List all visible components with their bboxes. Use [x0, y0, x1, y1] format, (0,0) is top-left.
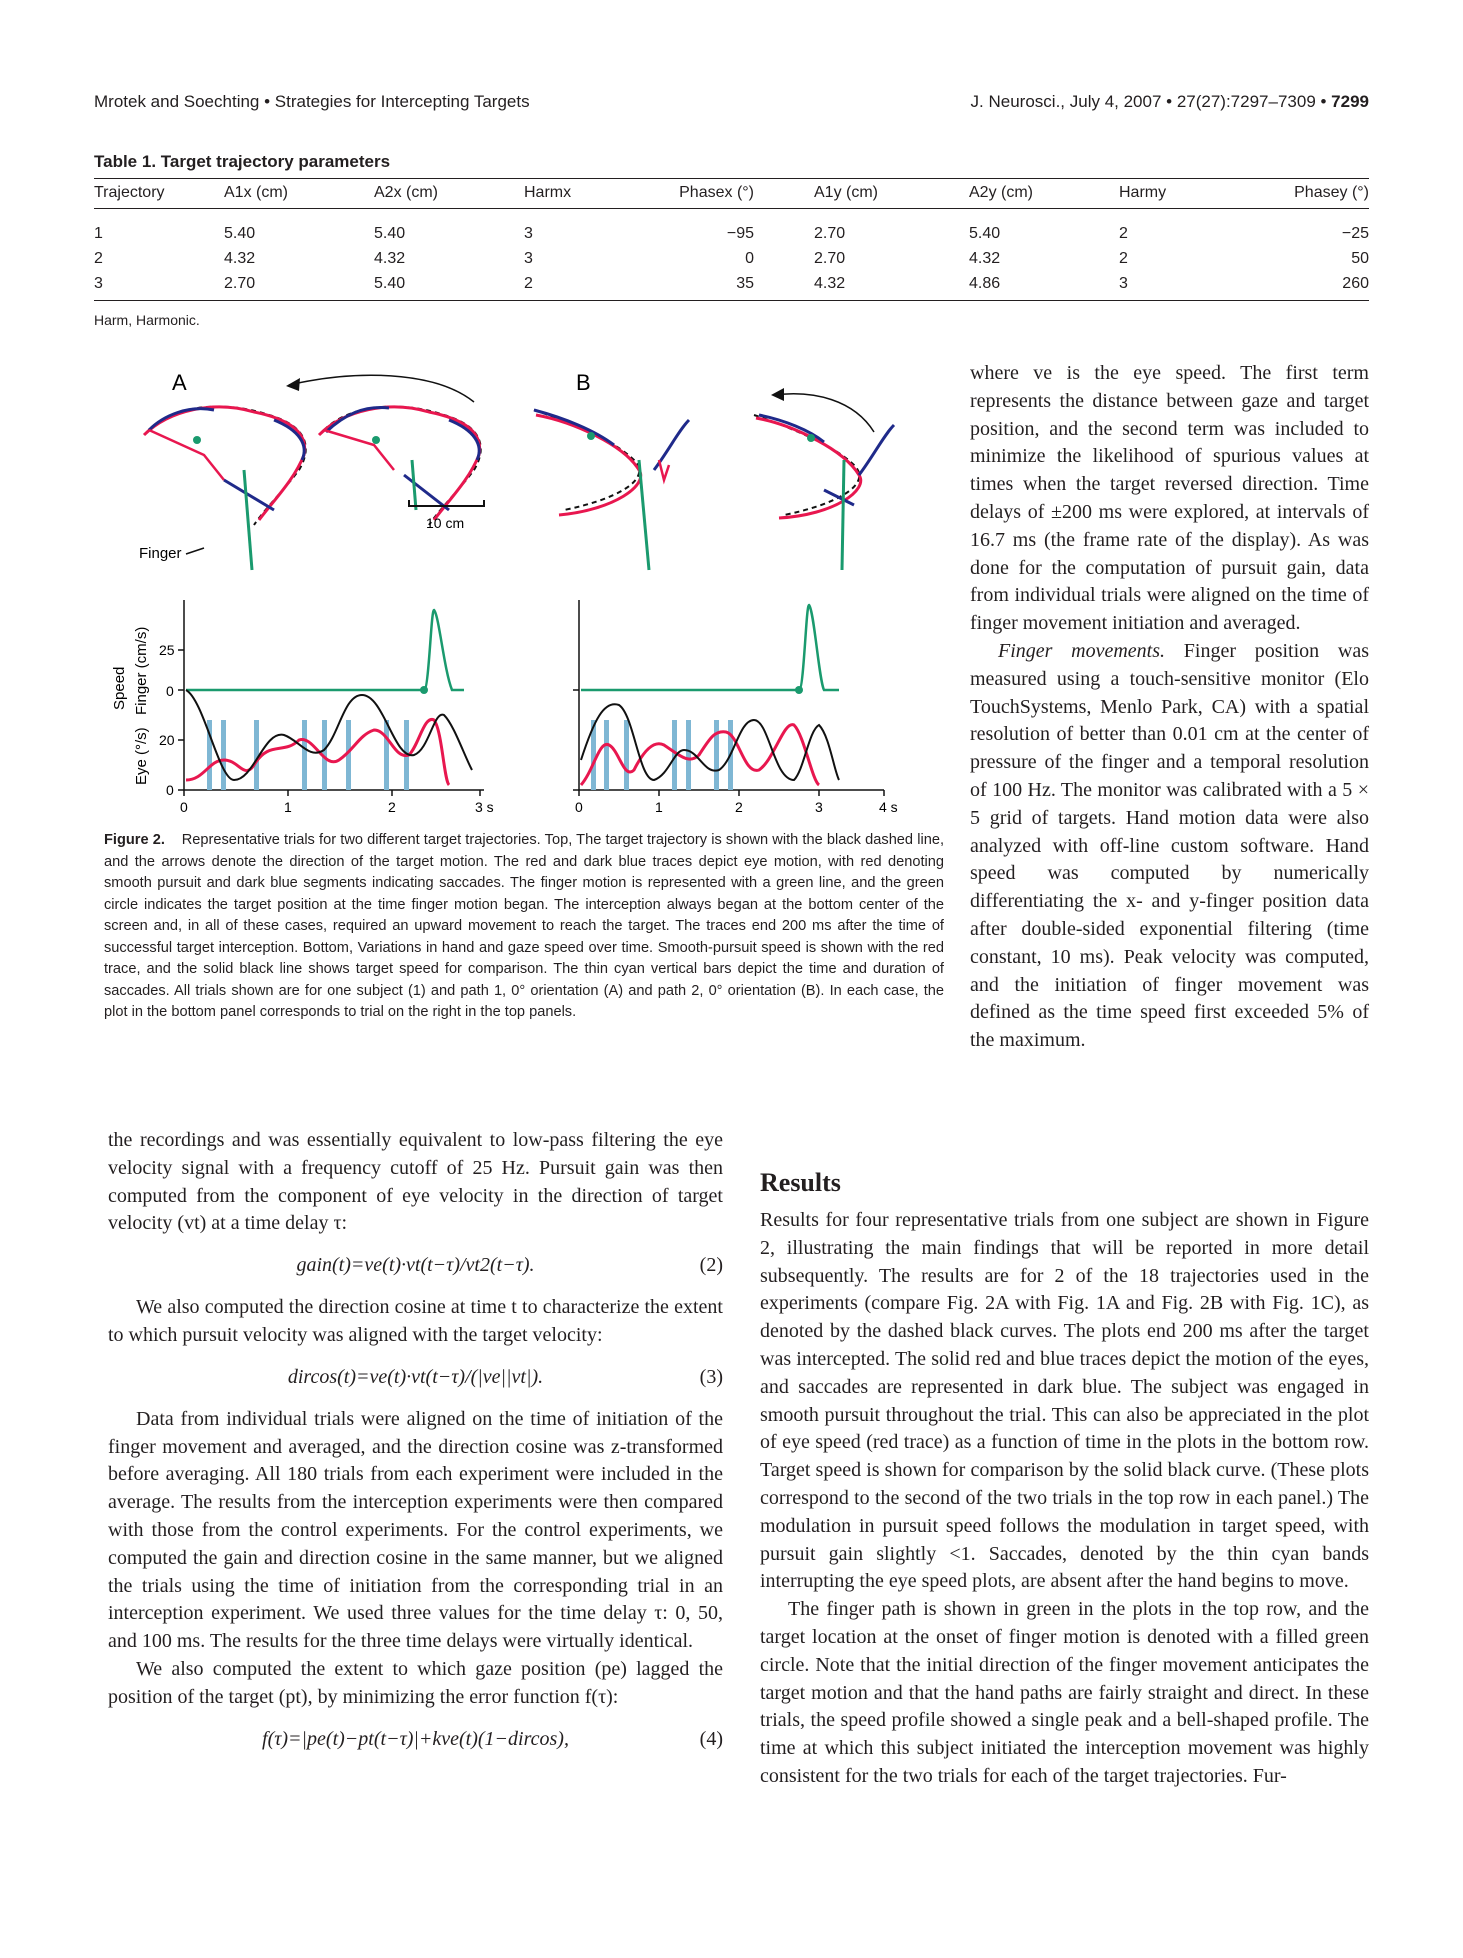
table-cell: 3 — [1119, 271, 1249, 301]
table-cell: 4.32 — [224, 249, 256, 267]
table-header: Phasey (°) — [1249, 179, 1369, 209]
ylabel-finger: Finger (cm/s) — [133, 626, 150, 715]
table-cell: 50 — [1351, 249, 1369, 267]
trajectory-a-trial-2 — [286, 375, 481, 525]
table-cell: 5.40 — [374, 271, 524, 301]
xtick-b-4: 4 s — [879, 799, 898, 815]
xtick-b-3: 3 — [815, 799, 823, 815]
table-header: Phasex (°) — [664, 179, 754, 209]
subsection-title: Finger movements. — [998, 639, 1166, 662]
equation-number: (3) — [699, 1365, 723, 1388]
table-cell: 3 — [94, 271, 224, 301]
finger-label: Finger — [139, 545, 182, 562]
xtick-a-0: 0 — [180, 799, 188, 815]
table-cell: −95 — [726, 224, 754, 242]
ytick-eye-0: 0 — [166, 782, 174, 798]
trajectory-b-trial-2 — [754, 388, 894, 570]
trajectory-b-trial-1 — [534, 410, 689, 570]
running-header-authors: Mrotek and Soechting • Strategies for Intercepting Targets — [94, 92, 530, 111]
results-column — [760, 1207, 1369, 1791]
equation-number: (2) — [699, 1254, 723, 1277]
table-cell: 4.32 — [754, 271, 969, 301]
xtick-b-0: 0 — [575, 799, 583, 815]
ytick-finger-25: 25 — [159, 642, 175, 658]
table-cell: 2 — [1119, 224, 1128, 242]
equation-body: gain(t)=ve(t)·vt(t−τ)/vt2(t−τ). — [296, 1254, 535, 1277]
table-cell: 4.86 — [969, 271, 1119, 301]
journal-citation: J. Neurosci., July 4, 2007 • 27(27):7297–7309 • — [970, 92, 1332, 111]
equation-2 — [108, 1238, 723, 1294]
panel-label-b: B — [576, 370, 591, 395]
paragraph: We also computed the direction cosine at time t to characterize the extent to which pursuit velocity was aligned with the target velocity: — [108, 1296, 723, 1346]
xtick-a-2: 2 — [388, 799, 396, 815]
table-cell: 5.40 — [969, 224, 1001, 242]
panel-label-a: A — [172, 370, 187, 395]
table-cell: 2 — [1119, 249, 1128, 267]
speed-plot-a — [159, 600, 494, 815]
paragraph: Results for four representative trials from one subject are shown in Figure 2, illustrating the main findings that will be reported in more detail subsequently. The results are for 2 of the 18 trajectories used in the experiments (compare Fig. 2A with Fig. 1A and Fig. 2B with Fig. 1C), as denoted by the dashed black curves. The plots end 200 ms after the target was intercepted. The solid red and blue traces depict the motion of the eyes, and saccades are represented in dark blue. The subject was engaged in smooth pursuit throughout the trial. This can also be appreciated in the plot of eye speed (red trace) as a function of time in the plots in the bottom row. Target speed is shown for comparison by the solid black curve. (These plots correspond to the second of the two trials in the top row in each panel.) The modulation in pursuit speed follows the modulation in target speed, with pursuit gain slightly <1. Saccades, denoted by the thin cyan bands interrupting the eye speed plots, are absent after the hand begins to move. — [760, 1209, 1369, 1593]
table-cell: 4.32 — [969, 249, 1001, 267]
table-footnote: Harm, Harmonic. — [94, 312, 200, 328]
table-cell: 5.40 — [374, 224, 406, 242]
xtick-a-1: 1 — [284, 799, 292, 815]
results-heading: Results — [760, 1168, 841, 1197]
paragraph: The finger path is shown in green in the plots in the top row, and the target location at the onset of finger motion is denoted with a filled green circle. Note that the initial direction of the finger movement anticipates the target motion and that the hand paths are fairly straight and direct. In these trials, the speed profile showed a single peak and a bell-shaped profile. The time at which this subject initiated the interception movement was highly consistent for the two trials for each of the target trajectories. Fur- — [760, 1598, 1369, 1787]
equation-4 — [108, 1712, 723, 1768]
table-cell: −25 — [1341, 224, 1369, 242]
paragraph: Data from individual trials were aligned on the time of initiation of the finger movement and averaged, and the direction cosine was z-transformed before averaging. All 180 trials from each experiment were included in the average. The results from the interception experiments were then compared with those from the control experiments. For the control experiments, we computed the gain and direction cosine in the same manner, but we aligned the trials using the time of initiation from the corresponding trial in an interception experiment. We used three values for the time delay τ: 0, 50, and 100 ms. The results for the three time delays were virtually identical. — [108, 1407, 723, 1653]
trajectory-table — [94, 178, 1369, 301]
table-cell: 2.70 — [814, 224, 846, 242]
table-row — [94, 209, 1369, 247]
table-row — [94, 246, 1369, 271]
table-cell: 3 — [524, 224, 533, 242]
table-cell: 2 — [524, 271, 664, 301]
table-title: Table 1. Target trajectory parameters — [94, 152, 391, 171]
table-cell: 260 — [1249, 271, 1369, 301]
caption-text: Representative trials for two different target trajectories. Top, The target trajectory is shown with the black dashed line, and the arrows denote the direction of the target motion. The red and dark blue traces depict eye motion, with red denoting smooth pursuit and dark blue segments indicating saccades. The finger motion is represented with a green line, and the green circle indicates the target position at the time finger motion began. The interception always began at the bottom center of the screen and, in all of these cases, required an upward movement to reach the target. The traces end 200 ms after the time of successful target interception. Bottom, Variations in hand and gaze speed over time. Smooth-pursuit speed is shown with the red trace, and the solid black line shows target speed for comparison. The thin cyan vertical bars depict the time and duration of saccades. All trials shown are for one subject (1) and path 1, 0° orientation (A) and path 2, 0° orientation (B). In each case, the plot in the bottom panel corresponds to trial on the right in the top panels. — [104, 832, 944, 1020]
paragraph: where ve is the eye speed. The first term represents the distance between gaze and target position, and the second term was included to minimize the likelihood of spurious values at times when the target reversed direction. Time delays of ±200 ms were explored, at intervals of 16.7 ms (the frame rate of the display). As was done for the computation of pursuit gain, data from individual trials were aligned on the time of finger movement initiation and averaged. — [970, 362, 1369, 635]
table-header: Harmy — [1119, 179, 1249, 209]
table-header-row — [94, 179, 1369, 209]
table-row — [94, 271, 1369, 301]
left-column — [108, 1127, 723, 1768]
ylabel-speed: Speed — [111, 666, 128, 710]
right-column-top — [970, 360, 1369, 1055]
caption-label: Figure 2. — [104, 832, 165, 848]
table-cell: 2.70 — [224, 271, 374, 301]
table-cell: 3 — [524, 249, 533, 267]
table-cell: 1 — [94, 224, 103, 242]
equation-number: (4) — [699, 1727, 723, 1750]
ylabel-eye: Eye (°/s) — [133, 727, 150, 785]
speed-plot-b — [573, 600, 898, 815]
table-header: Trajectory — [94, 179, 224, 209]
figure-caption — [104, 830, 944, 1024]
ytick-eye-20: 20 — [159, 732, 175, 748]
equation-3 — [108, 1350, 723, 1406]
finger-arrow — [186, 548, 204, 554]
figure-2 — [94, 360, 954, 815]
table-cell: 5.40 — [224, 224, 256, 242]
equation-body: dircos(t)=ve(t)·vt(t−τ)/(|ve||vt|). — [287, 1365, 544, 1388]
running-header-journal — [971, 92, 1369, 112]
table-cell: 4.32 — [374, 249, 406, 267]
page-number: 7299 — [1331, 92, 1369, 111]
table-cell: 35 — [664, 271, 754, 301]
table-header: A1y (cm) — [754, 179, 969, 209]
table-cell: 0 — [745, 249, 754, 267]
paragraph: We also computed the extent to which gaze position (pe) lagged the position of the target (pt), by minimizing the error function f(τ): — [108, 1657, 723, 1708]
table-header: Harmx — [524, 179, 664, 209]
xtick-b-2: 2 — [735, 799, 743, 815]
scale-label: 10 cm — [426, 515, 465, 531]
table-cell: 2 — [94, 249, 103, 267]
table-header: A2y (cm) — [969, 179, 1119, 209]
paragraph — [970, 638, 1369, 1055]
table-cell: 2.70 — [814, 249, 846, 267]
table-header: A2x (cm) — [374, 179, 524, 209]
paragraph: the recordings and was essentially equivalent to low-pass filtering the eye velocity signal with a frequency cutoff of 25 Hz. Pursuit gain was then computed from the component of eye velocity in the direction of target velocity (vt) at a time delay τ: — [108, 1129, 723, 1235]
paragraph-text: Finger position was measured using a touch-sensitive monitor (Elo TouchSystems, Menlo Park, CA) with a spatial resolution of better than 0.01 cm at the center of pressure of the finger and a temporal resolution of 100 Hz. The monitor was calibrated with a 5 × 5 grid of targets. Hand motion data were also analyzed with off-line custom software. Hand speed was computed by numerically differentiating the x- and y-finger position data after double-sided exponential filtering (time constant, 10 ms). Peak velocity was computed, and the initiation of finger movement was defined as the time speed first exceeded 5% of the maximum. — [970, 639, 1369, 1052]
ytick-finger-0: 0 — [166, 683, 174, 699]
xtick-a-3: 3 s — [475, 799, 494, 815]
xtick-b-1: 1 — [655, 799, 663, 815]
equation-body: f(τ)=|pe(t)−pt(t−τ)|+kve(t)(1−dircos), — [262, 1727, 569, 1750]
table-header: A1x (cm) — [224, 179, 374, 209]
